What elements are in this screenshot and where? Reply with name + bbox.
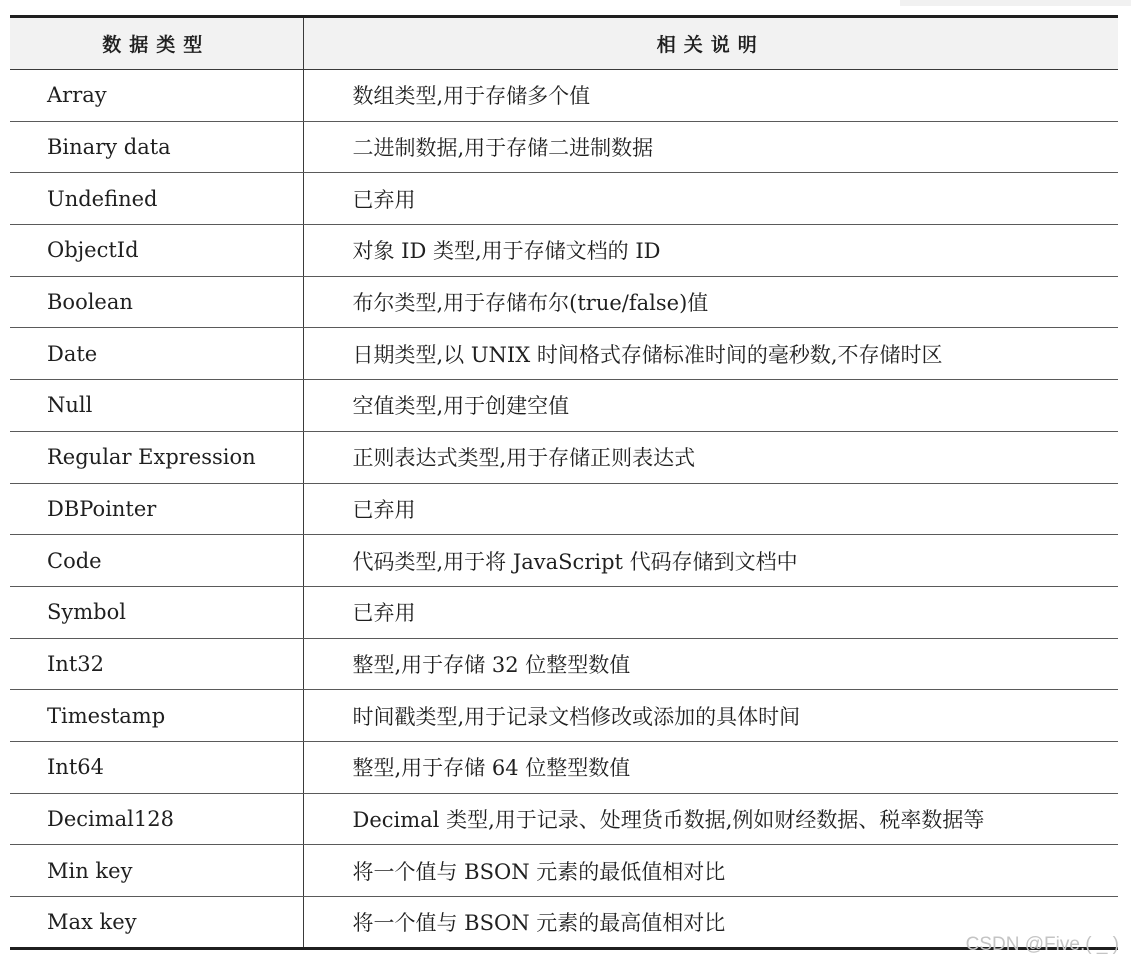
table-row (10, 225, 1118, 277)
type-cell: Code (10, 535, 303, 587)
table-row (10, 690, 1118, 742)
header-row (10, 17, 1118, 70)
type-cell: ObjectId (10, 225, 303, 277)
table-row (10, 586, 1118, 638)
description-cell: 二进制数据,用于存储二进制数据 (303, 121, 1118, 173)
table-row (10, 741, 1118, 793)
table-row (10, 328, 1118, 380)
table-row (10, 380, 1118, 432)
description-cell: 已弃用 (303, 483, 1118, 535)
header-description: 相关说明 (303, 17, 1118, 70)
type-cell: Regular Expression (10, 431, 303, 483)
table-row (10, 638, 1118, 690)
type-cell: Array (10, 70, 303, 122)
type-cell: Date (10, 328, 303, 380)
data-types-table (10, 15, 1118, 950)
type-cell: Timestamp (10, 690, 303, 742)
type-cell: Max key (10, 897, 303, 949)
type-cell: DBPointer (10, 483, 303, 535)
table-row (10, 897, 1118, 949)
description-cell: 正则表达式类型,用于存储正则表达式 (303, 431, 1118, 483)
type-cell: Boolean (10, 276, 303, 328)
description-cell: 时间戳类型,用于记录文档修改或添加的具体时间 (303, 690, 1118, 742)
description-cell: 将一个值与 BSON 元素的最高值相对比 (303, 897, 1118, 949)
description-cell: 整型,用于存储 32 位整型数值 (303, 638, 1118, 690)
description-cell: 已弃用 (303, 586, 1118, 638)
top-edge-shade (900, 0, 1131, 6)
description-cell: 空值类型,用于创建空值 (303, 380, 1118, 432)
table-row (10, 793, 1118, 845)
description-cell: 日期类型,以 UNIX 时间格式存储标准时间的毫秒数,不存储时区 (303, 328, 1118, 380)
description-cell: 数组类型,用于存储多个值 (303, 70, 1118, 122)
type-cell: Undefined (10, 173, 303, 225)
header-type: 数据类型 (10, 17, 303, 70)
type-cell: Int32 (10, 638, 303, 690)
table-header (10, 17, 1118, 70)
type-cell: Null (10, 380, 303, 432)
type-cell: Symbol (10, 586, 303, 638)
description-cell: 整型,用于存储 64 位整型数值 (303, 741, 1118, 793)
table-row (10, 121, 1118, 173)
table-body (10, 70, 1118, 949)
type-cell: Int64 (10, 741, 303, 793)
type-cell: Decimal128 (10, 793, 303, 845)
type-cell: Min key (10, 845, 303, 897)
table-row (10, 483, 1118, 535)
table-row (10, 845, 1118, 897)
description-cell: 将一个值与 BSON 元素的最低值相对比 (303, 845, 1118, 897)
description-cell: Decimal 类型,用于记录、处理货币数据,例如财经数据、税率数据等 (303, 793, 1118, 845)
table-row (10, 535, 1118, 587)
table-row (10, 70, 1118, 122)
table-row (10, 276, 1118, 328)
description-cell: 代码类型,用于将 JavaScript 代码存储到文档中 (303, 535, 1118, 587)
description-cell: 已弃用 (303, 173, 1118, 225)
description-cell: 布尔类型,用于存储布尔(true/false)值 (303, 276, 1118, 328)
table-row (10, 431, 1118, 483)
description-cell: 对象 ID 类型,用于存储文档的 ID (303, 225, 1118, 277)
watermark: CSDN @Five.( _ ) (965, 934, 1119, 955)
table-row (10, 173, 1118, 225)
type-cell: Binary data (10, 121, 303, 173)
